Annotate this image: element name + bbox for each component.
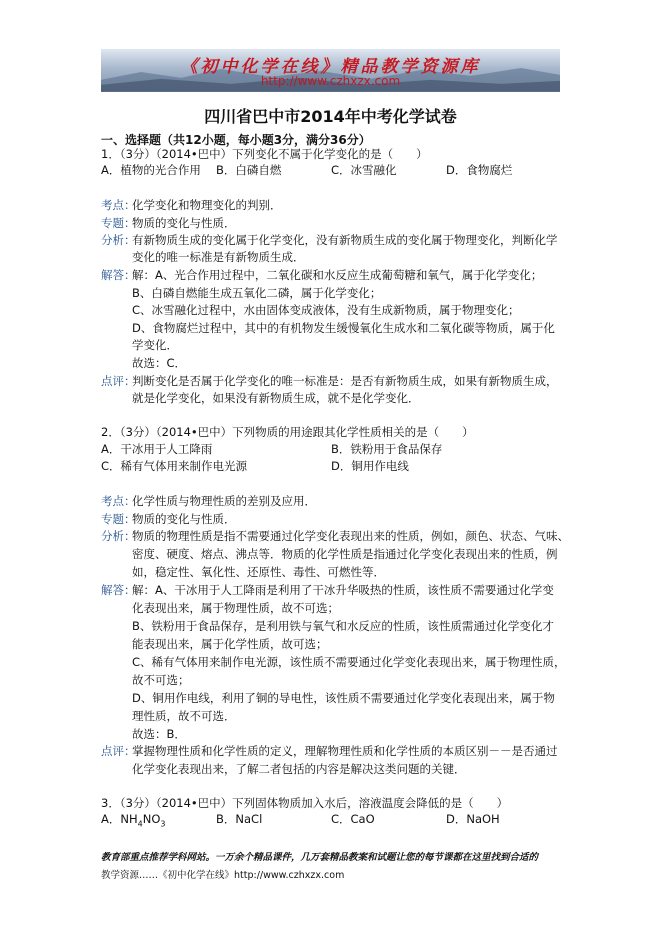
q2-jieda-line: C、稀有气体用来制作电光源，该性质不需要通过化学变化表现出来，属于物理性质， [132,655,566,669]
q2-fenxi-line: 物质的物理性质是指不需要通过化学变化表现出来的性质，例如，颜色、状态、气味、 [132,529,569,543]
q2-jieda-line: 理性质，故不可选． [132,709,236,723]
q2-jieda-line: 解：A、干冰用于人工降雨是利用了干冰升华吸热的性质，该性质不需要通过化学变 [132,583,554,597]
q2-jieda-line: 故不可选； [132,673,190,687]
q2-kaodian-label: 考点： [101,494,136,508]
q2-option-b: B．铁粉用于食品保存 [331,442,443,456]
q1-fenxi-line: 有新物质生成的变化属于化学变化，没有新物质生成的变化属于物理变化，判断化学 [132,233,558,247]
q2-fenxi-label: 分析： [101,529,136,543]
q1-answer: 故选：C． [132,356,187,370]
footer-promo: 教育部重点推荐学科网站。一万余个精品课件，几万套精品教案和试题让您的每节课都在这里找到合适的 [101,852,539,863]
q2-fenxi-line: 密度、硬度、熔点、沸点等．物质的化学性质是指通过化学变化表现出来的性质，例 [132,547,558,561]
q2-jieda-line: D、铜用作电线，利用了铜的导电性，该性质不需要通过化学变化表现出来，属于物 [132,691,555,705]
section-heading: 一、选择题（共12小题，每小题3分，满分36分） [101,133,371,147]
q1-kaodian-label: 考点： [101,198,136,212]
q3-option-c: C．CaO [331,812,375,826]
q2-fenxi-line: 如，稳定性、氧化性、还原性、毒性、可燃性等． [132,565,385,579]
q1-jieda-label: 解答： [101,268,136,282]
q1-zhuanti: 物质的变化与性质． [132,216,236,230]
q3-stem: 3．（3分）（2014•巴中）下列固体物质加入水后，溶液温度会降低的是（ ） [101,796,509,810]
q1-option-a: A．植物的光合作用 [101,163,201,177]
q1-jieda-line: B、白磷自燃能生成五氧化二磷，属于化学变化； [132,286,382,300]
q1-stem: 1．（3分）（2014•巴中）下列变化不属于化学变化的是（ ） [101,147,428,161]
q2-option-a: A．干冰用于人工降雨 [101,442,213,456]
q1-jieda-line: 解：A、光合作用过程中，二氧化碳和水反应生成葡萄糖和氧气，属于化学变化； [132,268,543,282]
q2-stem: 2．（3分）（2014•巴中）下列物质的用途跟其化学性质相关的是（ ） [101,425,474,439]
q2-jieda-line: B、铁粉用于食品保存，是利用铁与氧气和水反应的性质，该性质需通过化学变化才 [132,619,554,633]
page-title: 四川省巴中市2014年中考化学试卷 [204,107,457,126]
q3-option-d: D．NaOH [446,812,500,826]
q1-dianping-line: 就是化学变化，如果没有新物质生成，就不是化学变化． [132,391,420,405]
banner-url[interactable]: http://www.czhxzx.com [260,74,401,88]
q1-jieda-line: C、冰雪融化过程中，水由固体变成液体，没有生成新物质，属于物理变化； [132,303,520,317]
q2-dianping-line: 化学变化表现出来，了解二者包括的内容是解决这类问题的关键． [132,762,466,776]
q1-kaodian: 化学变化和物理变化的判别． [132,198,282,212]
q1-zhuanti-label: 专题： [101,216,136,230]
q2-answer: 故选：B． [132,727,186,741]
q1-jieda-line: D、食物腐烂过程中，其中的有机物发生缓慢氧化生成水和二氧化碳等物质，属于化 [132,321,555,335]
q2-option-d: D．铜用作电线 [331,459,409,473]
q3-option-a: A．$NH_4NO_3$ [101,812,166,829]
q2-kaodian: 化学性质与物理性质的差别及应用． [132,494,316,508]
q2-dianping-line: 掌握物理性质和化学性质的定义，理解物理性质和化学性质的本质区别－－是否通过 [132,744,558,758]
q1-option-d: D．食物腐烂 [446,163,513,177]
q2-jieda-line: 能表现出来，属于化学性质，故可选； [132,637,328,651]
q1-option-c: C．冰雪融化 [331,163,397,177]
q2-zhuanti-label: 专题： [101,512,136,526]
banner-title: 《初中化学在线》精品教学资源库 [180,57,481,77]
q2-dianping-label: 点评： [101,744,136,758]
q3-option-b: B．NaCl [216,812,263,826]
q2-option-c: C．稀有气体用来制作电光源 [101,459,248,473]
q2-zhuanti: 物质的变化与性质． [132,512,236,526]
footer-link[interactable]: 教学资源……《初中化学在线》http://www.czhxzx.com [101,870,345,881]
q1-option-b: B．白磷自燃 [216,163,282,177]
q1-dianping-line: 判断变化是否属于化学变化的唯一标准是：是否有新物质生成，如果有新物质生成， [132,374,558,388]
q1-fenxi-label: 分析： [101,233,136,247]
header-banner [101,49,560,92]
q2-jieda-label: 解答： [101,583,136,597]
q1-dianping-label: 点评： [101,374,136,388]
q2-jieda-line: 化表现出来，属于物理性质，故不可选； [132,601,339,615]
q1-jieda-line: 学变化． [132,338,178,352]
q1-fenxi-line: 变化的唯一标准是有新物质生成． [132,250,305,264]
